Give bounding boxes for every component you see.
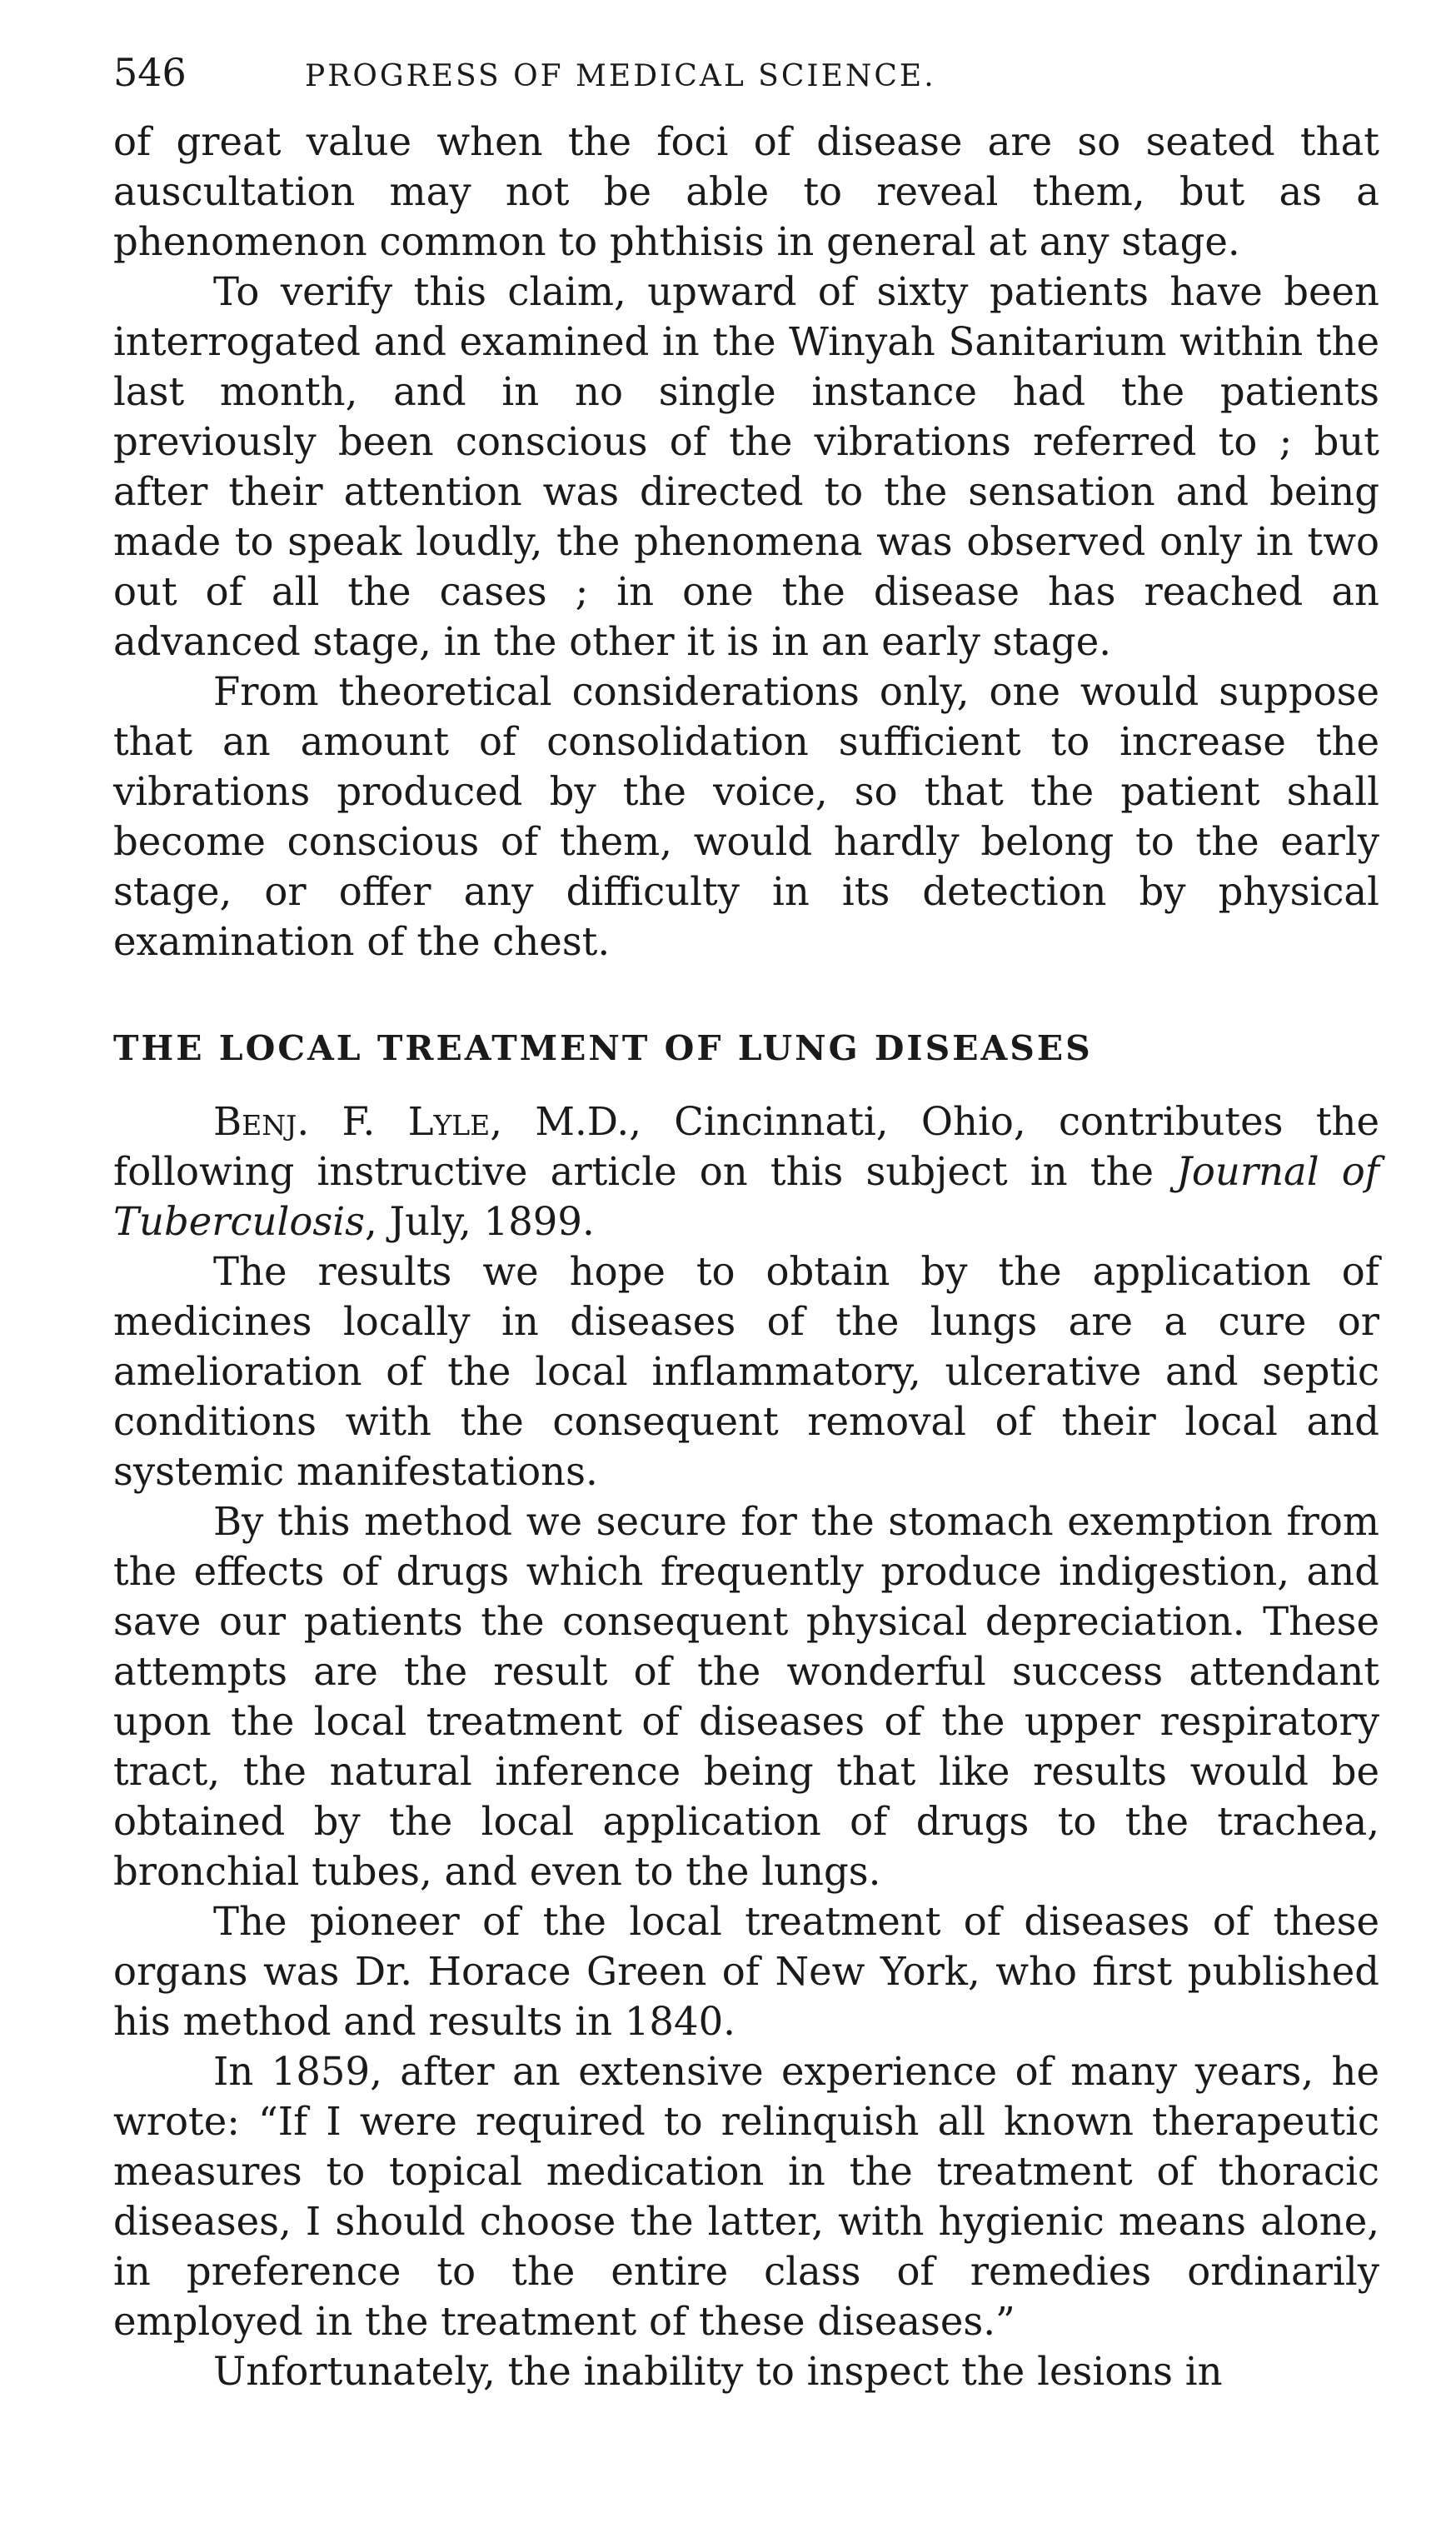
author-name: Benj. F. Lyle, M.D. [213,1099,630,1144]
byline-text: , Cincinnati, Ohio, contributes the following instructive article on this subject in the [113,1099,1379,1194]
running-title: PROGRESS OF MEDICAL SCIENCE. [305,59,936,93]
paragraph-unfortunately: Unfortunately, the inability to inspect the lesions in [213,2349,1223,2394]
paragraph-quotation: In 1859, after an extensive experience of many years, he wrote: “If I were required to relinquish all known therapeutic measures to topical medication in the treatment of thoracic diseases, I should choose the latter, with hygienic means alone, in preference to the entire class of remedies ordinarily employed in the treatment of these diseases.” [113,2049,1379,2344]
running-head [113,50,1379,117]
book-page [113,50,1379,2396]
byline-date: , July, 1899. [364,1199,595,1244]
page-number: 546 [113,50,187,95]
paragraph-pioneer: The pioneer of the local treatment of diseases of these organs was Dr. Horace Green of New York, who first published his method and results in 1840. [113,1899,1379,2044]
paragraph-results: The results we hope to obtain by the application of medicines locally in diseases of the lungs are a cure or amelioration of the local inflammatory, ulcerative and septic conditions with the consequent removal of their local and systemic manifestations. [113,1249,1379,1494]
paragraph-winyah-sanitarium: To verify this claim, upward of sixty patients have been interrogated and examined in the Winyah Sanitarium within the last month, and in no single instance had the patients previously been conscious of the vibrations referred to ; but after their attention was directed to the sensation and being made to speak loudly, the phenomena was observed only in two out of all the cases ; in one the disease has reached an advanced stage, in the other it is in an early stage. [113,269,1379,664]
paragraph-method: By this method we secure for the stomach exemption from the effects of drugs which frequently produce indigestion, and save our patients the consequent physical depreciation. These attempts are the result of the wonderful success attendant upon the local treatment of diseases of the upper respiratory tract, the natural inference being that like results would be obtained by the local application of drugs to the trachea, bronchial tubes, and even to the lungs. [113,1499,1379,1894]
journal-title: Journal of Tuberculosis [113,1149,1379,1244]
paragraph-theoretical-considerations: From theoretical considerations only, one would suppose that an amount of consolidation sufficient to increase the vibrations produced by the voice, so that the patient shall become conscious of them, would hardly belong to the early stage, or offer any difficulty in its detection by physical examination of the chest. [113,669,1379,964]
section-heading: THE LOCAL TREATMENT OF LUNG DISEASES [113,1028,1093,1068]
byline-paragraph [113,1097,1379,1247]
paragraph-continued: of great value when the foci of disease are so seated that auscultation may not be able to reveal them, but as a phenomenon common to phthisis in general at any stage. [113,119,1379,264]
